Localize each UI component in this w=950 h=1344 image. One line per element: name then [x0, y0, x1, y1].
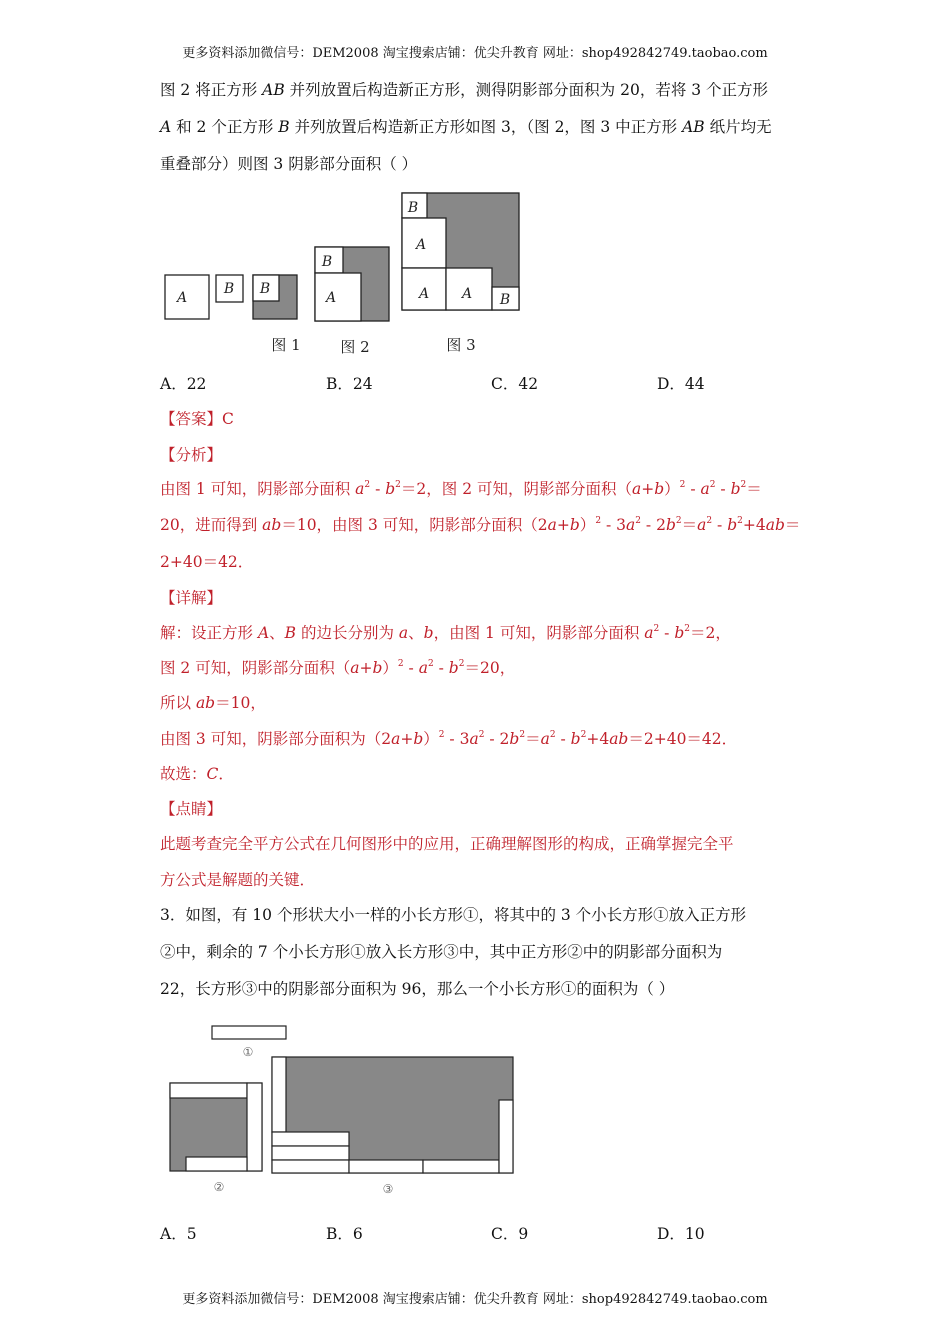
- fig3-caption: 图 3: [446, 336, 476, 354]
- q3-option-a: A．5: [160, 1225, 197, 1243]
- q2-detail-line-4: 由图 3 可知，阴影部分面积为$(2a+b)^2 - 3a^2 - 2b^2=a^2 - b^2+4ab=2+40=42$．: [160, 730, 738, 748]
- q2-text-line-1: 图 2 将正方形 AB 并列放置后构造新正方形，测得阴影部分面积为 20，若将 3 个正方形: [160, 81, 769, 99]
- label-1: ①: [242, 1045, 254, 1059]
- q2-detail-line-2: 图 2 可知，阴影部分面积$(a+b)^2 - a^2 - b^2=20$，: [160, 659, 516, 677]
- rect-3-bottom-1: [349, 1160, 423, 1173]
- q2-detail-title: 【详解】: [160, 589, 223, 607]
- q2-option-c: C．42: [491, 375, 539, 393]
- q2-comment-line-1: 此题考查完全平方公式在几何图形中的应用，正确理解图形的构成，正确掌握完全平: [160, 835, 734, 853]
- q2-text-line-2: A 和 2 个正方形 B 并列放置后构造新正方形如图 3，（图 2，图 3 中正方形 AB 纸片均无: [160, 118, 772, 136]
- rect-3-stack-3: [272, 1160, 349, 1173]
- q2-detail-line-3: 所以 ab＝10，: [160, 694, 266, 712]
- q2-detail-line-5: 故选：C．: [160, 765, 234, 783]
- q2-answer: 【答案】C: [160, 410, 234, 428]
- q2-analysis-title: 【分析】: [160, 446, 223, 464]
- q2-detail-line-1: 解：设正方形 A、B 的边长分别为 a、b，由图 1 可知，阴影部分面积 $a^2 - b^2=2$，: [160, 624, 731, 642]
- page-header: 更多资料添加微信号：DEM2008 淘宝搜索店铺：优尖升教育 网址：shop492842749.taobao.com: [182, 46, 768, 61]
- square-2-bottom-rect: [186, 1157, 247, 1171]
- fig1-label-b2: B: [259, 281, 271, 297]
- fig2-label-b: B: [321, 254, 333, 270]
- fig3-label-a1: A: [415, 237, 427, 253]
- rect-3-left-vertical: [272, 1057, 286, 1132]
- q3-figure: [160, 1015, 530, 1200]
- fig2-label-a: A: [325, 290, 337, 306]
- small-rectangle-1: [212, 1026, 286, 1039]
- square-2-right-rect: [247, 1083, 262, 1171]
- q2-comment-title: 【点睛】: [160, 800, 223, 818]
- rect-3-stack-2: [272, 1146, 349, 1160]
- q3-text-line-1: 3．如图，有 10 个形状大小一样的小长方形①，将其中的 3 个小长方形①放入正方形: [160, 906, 747, 924]
- q2-analysis-line-2: 20，进而得到 ab＝10，由图 3 可知，阴影部分面积$(2a+b)^2 - 3a^2 - 2b^2=a^2 - b^2+4ab=$: [160, 516, 801, 534]
- q3-option-d: D．10: [657, 1225, 705, 1243]
- q3-text-line-3: 22，长方形③中的阴影部分面积为 96，那么一个小长方形①的面积为（ ）: [160, 980, 675, 998]
- rect-3-right-vertical: [499, 1100, 513, 1173]
- fig3-label-a3: A: [461, 286, 473, 302]
- q3-option-c: C．9: [491, 1225, 529, 1243]
- rect-3-stack-1: [272, 1132, 349, 1146]
- q2-option-d: D．44: [657, 375, 705, 393]
- fig1-label-b: B: [223, 281, 235, 297]
- q2-option-b: B．24: [326, 375, 373, 393]
- label-2: ②: [213, 1180, 225, 1194]
- q3-option-b: B．6: [326, 1225, 363, 1243]
- q2-figure: [160, 188, 530, 360]
- q2-analysis-line-1: 由图 1 可知，阴影部分面积 $a^2 - b^2=2$，图 2 可知，阴影部分面积$(a+b)^2 - a^2 - b^2=$: [160, 480, 762, 498]
- q2-text-line-3: 重叠部分）则图 3 阴影部分面积（ ）: [160, 155, 418, 173]
- label-3: ③: [382, 1182, 394, 1196]
- square-2-top-rect: [170, 1083, 247, 1098]
- fig2-square-a: [315, 273, 361, 321]
- q2-analysis-line-3: 2+40＝42．: [160, 553, 254, 571]
- fig3-label-b2: B: [499, 292, 511, 308]
- q2-option-a: A．22: [160, 375, 207, 393]
- fig2-caption: 图 2: [340, 338, 370, 356]
- fig3-label-a2: A: [418, 286, 430, 302]
- fig3-label-b1: B: [407, 200, 419, 216]
- fig1-label-a: A: [176, 290, 188, 306]
- fig1-caption: 图 1: [271, 336, 301, 354]
- q3-text-line-2: ②中，剩余的 7 个小长方形①放入长方形③中，其中正方形②中的阴影部分面积为: [160, 943, 723, 961]
- q2-comment-line-2: 方公式是解题的关键．: [160, 871, 316, 889]
- rect-3-bottom-2: [423, 1160, 499, 1173]
- page-footer: 更多资料添加微信号：DEM2008 淘宝搜索店铺：优尖升教育 网址：shop492842749.taobao.com: [182, 1292, 768, 1307]
